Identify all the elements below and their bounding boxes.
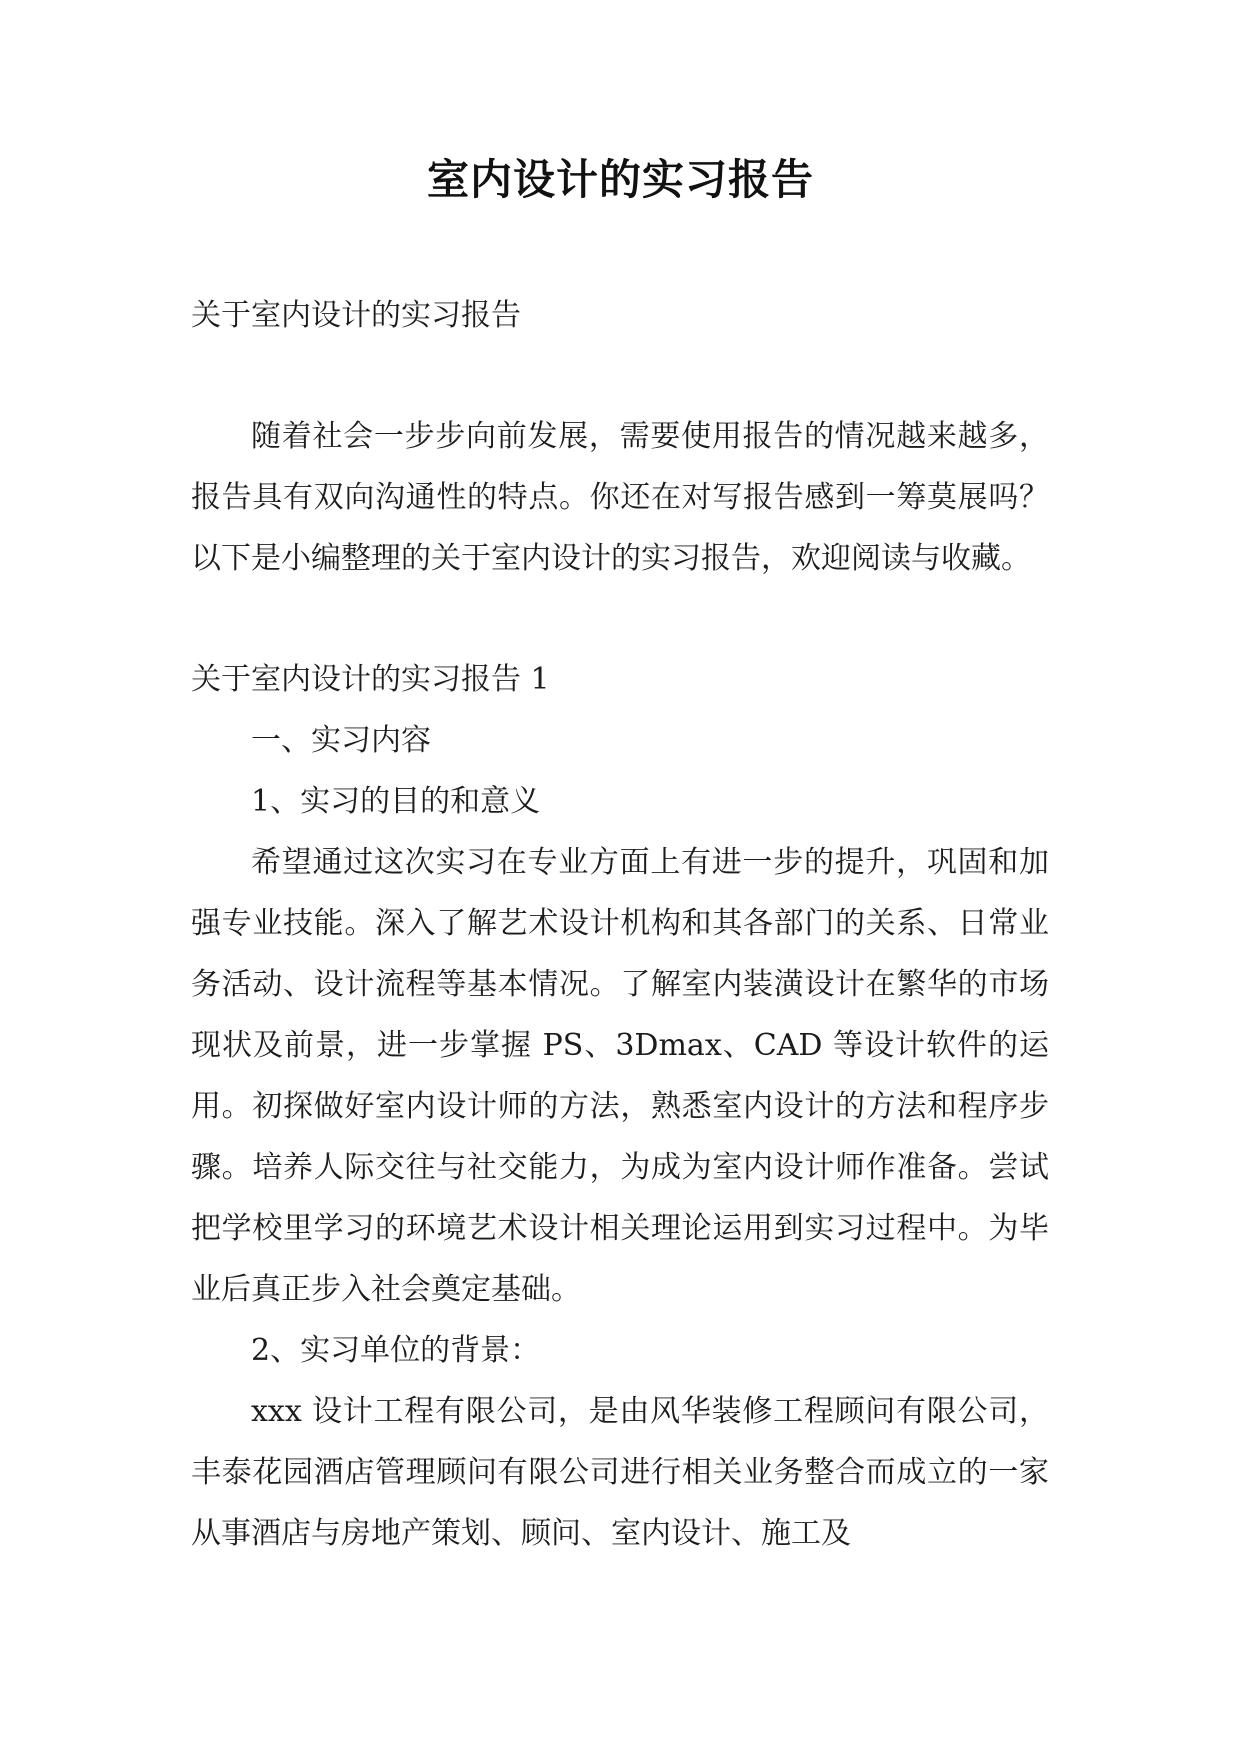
part-heading: 一、实习内容 xyxy=(251,723,431,758)
item2-heading: 2、实习单位的背景： xyxy=(251,1333,541,1368)
item1-paragraph: 希望通过这次实习在专业方面上有进一步的提升，巩固和加强专业技能。深入了解艺术设计机构和其各部门的关系、日常业务活动、设计流程等基本情况。了解室内装潢设计在繁华的市场现状及前景，进一步掌握 PS、3Dmax、CAD 等设计软件的运用。初探做好室内设计师的方法，熟悉室内设计的方法和程序步骤。培养人际交往与社交能力，为成为室内设计师作准备。尝试把学校里学习的环境艺术设计相关理论运用到实习过程中。为毕业后真正步入社会奠定基础。 xyxy=(191,845,1049,1307)
document-title: 室内设计的实习报告 xyxy=(426,155,814,204)
document-subtitle: 关于室内设计的实习报告 xyxy=(191,298,521,333)
section-heading: 关于室内设计的实习报告 1 xyxy=(191,662,550,697)
item1-heading: 1、实习的目的和意义 xyxy=(251,784,541,819)
document-body xyxy=(191,285,1049,1564)
intro-paragraph: 随着社会一步步向前发展，需要使用报告的情况越来越多，报告具有双向沟通性的特点。你还在对写报告感到一筹莫展吗？以下是小编整理的关于室内设计的实习报告，欢迎阅读与收藏。 xyxy=(191,419,1049,576)
item2-paragraph: xxx 设计工程有限公司，是由风华装修工程顾问有限公司，丰泰花园酒店管理顾问有限公司进行相关业务整合而成立的一家从事酒店与房地产策划、顾问、室内设计、施工及 xyxy=(191,1394,1049,1551)
